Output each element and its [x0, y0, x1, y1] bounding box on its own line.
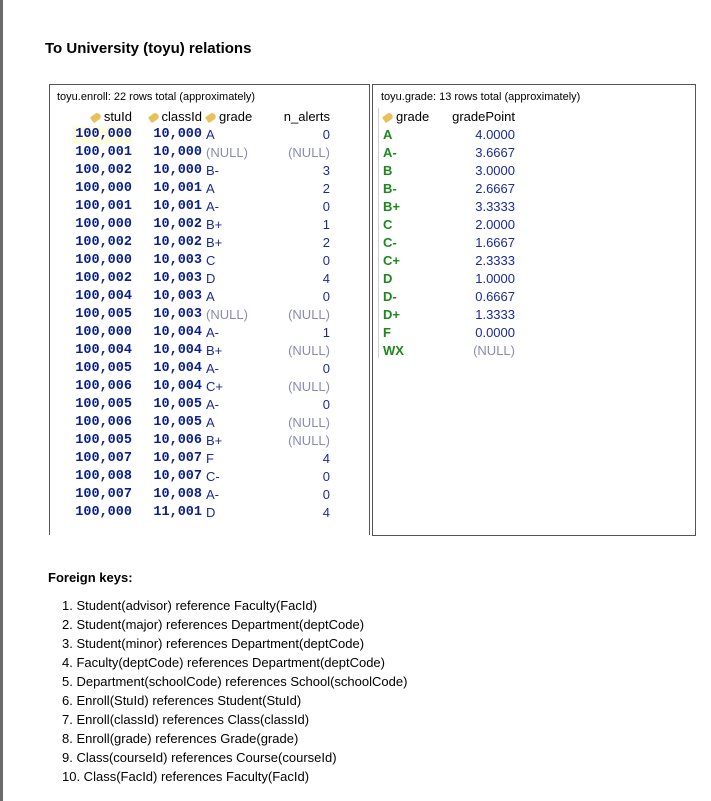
foreign-key-item: 5. Department(schoolCode) references School(schoolCode)	[62, 674, 408, 689]
cell-grade[interactable]: A-	[206, 325, 219, 340]
cell-gradepoint[interactable]: 3.0000	[475, 163, 515, 178]
cell-classid[interactable]: 10,001	[153, 181, 202, 196]
column-header-n-alerts[interactable]: n_alerts	[283, 109, 330, 124]
cell-gradepoint[interactable]: 2.6667	[475, 181, 515, 196]
cell-stuid[interactable]: 100,005	[75, 433, 132, 448]
cell-gradepoint[interactable]: 0.0000	[475, 325, 515, 340]
cell-grade[interactable]: B+	[206, 433, 223, 448]
enroll-row[interactable]	[72, 270, 330, 288]
enroll-row[interactable]	[72, 216, 330, 234]
grade-row[interactable]	[383, 306, 515, 324]
cell-classid[interactable]: 10,003	[153, 307, 202, 322]
cell-grade[interactable]: A	[206, 289, 215, 304]
cell-stuid[interactable]: 100,002	[75, 235, 132, 250]
cell-grade[interactable]: C	[383, 217, 393, 232]
foreign-key-item: 2. Student(major) references Department(deptCode)	[62, 617, 365, 632]
enroll-row[interactable]	[72, 450, 330, 468]
column-header-grade[interactable]: grade	[202, 108, 262, 126]
cell-stuid[interactable]: 100,002	[75, 163, 132, 178]
enroll-row[interactable]	[72, 198, 330, 216]
enroll-row[interactable]	[72, 342, 330, 360]
enroll-row[interactable]	[72, 432, 330, 450]
cell-stuid[interactable]: 100,004	[75, 343, 132, 358]
cell-stuid[interactable]: 100,000	[75, 217, 132, 232]
cell-n-alerts[interactable]: 0	[322, 199, 330, 214]
cell-grade[interactable]: B+	[206, 235, 223, 250]
cell-gradepoint[interactable]: 4.0000	[475, 127, 515, 142]
cell-stuid[interactable]: 100,005	[75, 307, 132, 322]
cell-grade[interactable]: C-	[383, 235, 397, 250]
enroll-row[interactable]	[72, 252, 330, 270]
cell-stuid[interactable]: 100,005	[75, 397, 132, 412]
enroll-caption: toyu.enroll: 22 rows total (approximately)	[57, 91, 256, 103]
cell-classid[interactable]: 10,005	[153, 415, 202, 430]
cell-grade[interactable]: B+	[206, 343, 223, 358]
column-header-stuid[interactable]: stuId	[72, 108, 132, 126]
enroll-row[interactable]	[72, 144, 330, 162]
cell-n-alerts[interactable]: 1	[322, 217, 330, 232]
cell-classid[interactable]: 10,004	[153, 343, 202, 358]
cell-stuid[interactable]: 100,000	[75, 325, 132, 340]
enroll-row[interactable]	[72, 504, 330, 522]
cell-stuid[interactable]: 100,008	[75, 469, 132, 484]
cell-grade[interactable]: A-	[383, 145, 397, 160]
cell-grade[interactable]: C+	[383, 253, 400, 268]
cell-classid[interactable]: 10,000	[153, 127, 202, 142]
cell-classid[interactable]: 10,003	[153, 253, 202, 268]
cell-classid[interactable]: 10,002	[153, 217, 202, 232]
page-title: To University (toyu) relations	[45, 40, 252, 57]
left-edge-bar	[0, 0, 3, 801]
cell-n-alerts[interactable]: 0	[322, 397, 330, 412]
cell-grade[interactable]: B-	[383, 181, 397, 196]
cell-gradepoint[interactable]: 2.3333	[475, 253, 515, 268]
cell-stuid[interactable]: 100,006	[75, 415, 132, 430]
cell-classid[interactable]: 10,005	[153, 397, 202, 412]
cell-n-alerts[interactable]: (NULL)	[288, 145, 330, 160]
cell-classid[interactable]: 10,003	[153, 289, 202, 304]
cell-grade[interactable]: B	[383, 163, 393, 178]
cell-grade[interactable]: C+	[206, 379, 223, 394]
cell-classid[interactable]: 10,008	[153, 487, 202, 502]
enroll-row[interactable]	[72, 162, 330, 180]
cell-n-alerts[interactable]: 0	[322, 469, 330, 484]
cell-gradepoint[interactable]: 2.0000	[475, 217, 515, 232]
key-icon	[382, 112, 394, 123]
cell-grade[interactable]: A-	[206, 397, 219, 412]
cell-classid[interactable]: 11,001	[153, 505, 202, 520]
cell-grade[interactable]: A	[206, 415, 215, 430]
cell-stuid[interactable]: 100,007	[75, 487, 132, 502]
cell-gradepoint[interactable]: 1.3333	[475, 307, 515, 322]
enroll-row[interactable]	[72, 378, 330, 396]
enroll-row[interactable]	[72, 180, 330, 198]
column-header-grade[interactable]: grade	[383, 108, 441, 126]
cell-classid[interactable]: 10,007	[153, 451, 202, 466]
foreign-key-item: 6. Enroll(StuId) references Student(StuId)	[62, 693, 302, 708]
cell-n-alerts[interactable]: 4	[322, 451, 330, 466]
enroll-row[interactable]	[72, 486, 330, 504]
column-header-classid[interactable]: classId	[132, 108, 202, 126]
cell-n-alerts[interactable]: 0	[322, 487, 330, 502]
foreign-keys-list	[62, 596, 407, 786]
key-icon	[205, 112, 217, 123]
cell-classid[interactable]: 10,003	[153, 271, 202, 286]
cell-classid[interactable]: 10,006	[153, 433, 202, 448]
enroll-header-row	[72, 108, 330, 126]
foreign-key-item: 4. Faculty(deptCode) references Department(deptCode)	[62, 655, 385, 670]
cell-n-alerts[interactable]: 0	[322, 289, 330, 304]
key-icon	[147, 112, 159, 123]
cell-gradepoint[interactable]: 3.3333	[475, 199, 515, 214]
foreign-key-item: 10. Class(FacId) references Faculty(FacId)	[62, 769, 310, 784]
enroll-row[interactable]	[72, 288, 330, 306]
cell-stuid[interactable]: 100,000	[72, 126, 132, 144]
cell-stuid[interactable]: 100,001	[75, 145, 132, 160]
cell-n-alerts[interactable]: (NULL)	[288, 343, 330, 358]
grade-row[interactable]	[383, 162, 515, 180]
cell-grade[interactable]: (NULL)	[206, 145, 248, 160]
cell-stuid[interactable]: 100,002	[75, 271, 132, 286]
cell-classid[interactable]: 10,004	[153, 325, 202, 340]
grade-row[interactable]	[383, 234, 515, 252]
cell-grade[interactable]: C	[206, 253, 216, 268]
cell-grade[interactable]: A-	[206, 361, 219, 376]
grade-row[interactable]	[383, 216, 515, 234]
grade-panel	[372, 84, 696, 536]
cell-grade[interactable]: D	[206, 505, 216, 520]
grade-row[interactable]	[383, 144, 515, 162]
grade-row[interactable]	[383, 252, 515, 270]
cell-n-alerts[interactable]: 0	[322, 127, 330, 142]
grade-caption: toyu.grade: 13 rows total (approximately)	[381, 91, 581, 103]
grade-panel-separator	[378, 108, 379, 358]
cell-grade[interactable]: D	[383, 271, 393, 286]
cell-n-alerts[interactable]: 2	[322, 235, 330, 250]
enroll-table	[72, 108, 330, 522]
grade-table	[383, 108, 515, 360]
cell-n-alerts[interactable]: 4	[322, 505, 330, 520]
cell-gradepoint[interactable]: 0.6667	[475, 289, 515, 304]
cell-grade[interactable]: A	[206, 181, 215, 196]
cell-grade[interactable]: B+	[206, 217, 223, 232]
grade-row[interactable]	[383, 270, 515, 288]
grade-row[interactable]	[383, 126, 515, 144]
cell-gradepoint[interactable]: 1.0000	[475, 271, 515, 286]
foreign-key-item: 3. Student(minor) references Department(deptCode)	[62, 636, 365, 651]
cell-grade[interactable]: F	[383, 325, 391, 340]
foreign-key-item: 1. Student(advisor) reference Faculty(FacId)	[62, 598, 318, 613]
foreign-key-item: 8. Enroll(grade) references Grade(grade)	[62, 731, 299, 746]
cell-grade[interactable]: (NULL)	[206, 307, 248, 322]
cell-stuid[interactable]: 100,001	[75, 199, 132, 214]
cell-grade[interactable]: D-	[383, 289, 397, 304]
cell-classid[interactable]: 10,001	[153, 199, 202, 214]
grade-row[interactable]	[383, 324, 515, 342]
cell-n-alerts[interactable]: 3	[322, 163, 330, 178]
cell-stuid[interactable]: 100,007	[75, 451, 132, 466]
cell-grade[interactable]: A-	[206, 487, 219, 502]
enroll-row[interactable]	[72, 324, 330, 342]
enroll-row[interactable]	[72, 234, 330, 252]
cell-grade[interactable]: F	[206, 451, 214, 466]
cell-n-alerts[interactable]: (NULL)	[288, 433, 330, 448]
grade-header-row	[383, 108, 515, 126]
cell-grade[interactable]: B+	[383, 199, 400, 214]
cell-n-alerts[interactable]: 4	[322, 271, 330, 286]
enroll-row[interactable]	[72, 396, 330, 414]
cell-classid[interactable]: 10,004	[153, 361, 202, 376]
cell-n-alerts[interactable]: 1	[322, 325, 330, 340]
cell-stuid[interactable]: 100,006	[75, 379, 132, 394]
cell-stuid[interactable]: 100,005	[75, 361, 132, 376]
grade-row[interactable]	[383, 288, 515, 306]
cell-gradepoint[interactable]: 3.6667	[475, 145, 515, 160]
foreign-key-item: 7. Enroll(classId) references Class(classId)	[62, 712, 310, 727]
cell-classid[interactable]: 10,000	[153, 145, 202, 160]
key-icon	[90, 112, 102, 123]
cell-grade[interactable]: A	[383, 127, 393, 142]
enroll-row[interactable]	[72, 306, 330, 324]
cell-grade[interactable]: WX	[383, 343, 404, 358]
cell-n-alerts[interactable]: (NULL)	[288, 307, 330, 322]
cell-n-alerts[interactable]: (NULL)	[288, 379, 330, 394]
grade-row[interactable]	[383, 198, 515, 216]
cell-grade[interactable]: A-	[206, 199, 219, 214]
enroll-row[interactable]	[72, 468, 330, 486]
cell-n-alerts[interactable]: 0	[322, 253, 330, 268]
cell-classid[interactable]: 10,000	[153, 163, 202, 178]
cell-stuid[interactable]: 100,000	[75, 253, 132, 268]
grade-row[interactable]	[383, 180, 515, 198]
cell-gradepoint[interactable]: (NULL)	[473, 343, 515, 358]
cell-stuid[interactable]: 100,000	[75, 181, 132, 196]
foreign-key-item: 9. Class(courseId) references Course(courseId)	[62, 750, 337, 765]
grade-row[interactable]	[383, 342, 515, 360]
cell-n-alerts[interactable]: 2	[322, 181, 330, 196]
cell-classid[interactable]: 10,007	[153, 469, 202, 484]
enroll-panel	[49, 84, 370, 535]
cell-n-alerts[interactable]: 0	[322, 361, 330, 376]
cell-grade[interactable]: D+	[383, 307, 400, 322]
column-header-gradepoint[interactable]: gradePoint	[452, 109, 515, 124]
cell-grade[interactable]: B-	[206, 163, 219, 178]
cell-n-alerts[interactable]: (NULL)	[288, 415, 330, 430]
enroll-row[interactable]	[72, 360, 330, 378]
cell-classid[interactable]: 10,004	[153, 379, 202, 394]
cell-classid[interactable]: 10,002	[153, 235, 202, 250]
cell-grade[interactable]: C-	[206, 469, 220, 484]
foreign-keys-heading: Foreign keys:	[48, 570, 133, 585]
cell-grade[interactable]: D	[206, 271, 216, 286]
cell-grade[interactable]: A	[206, 127, 215, 142]
cell-stuid[interactable]: 100,004	[75, 289, 132, 304]
cell-stuid[interactable]: 100,000	[75, 505, 132, 520]
cell-gradepoint[interactable]: 1.6667	[475, 235, 515, 250]
enroll-row[interactable]	[72, 126, 330, 144]
enroll-row[interactable]	[72, 414, 330, 432]
